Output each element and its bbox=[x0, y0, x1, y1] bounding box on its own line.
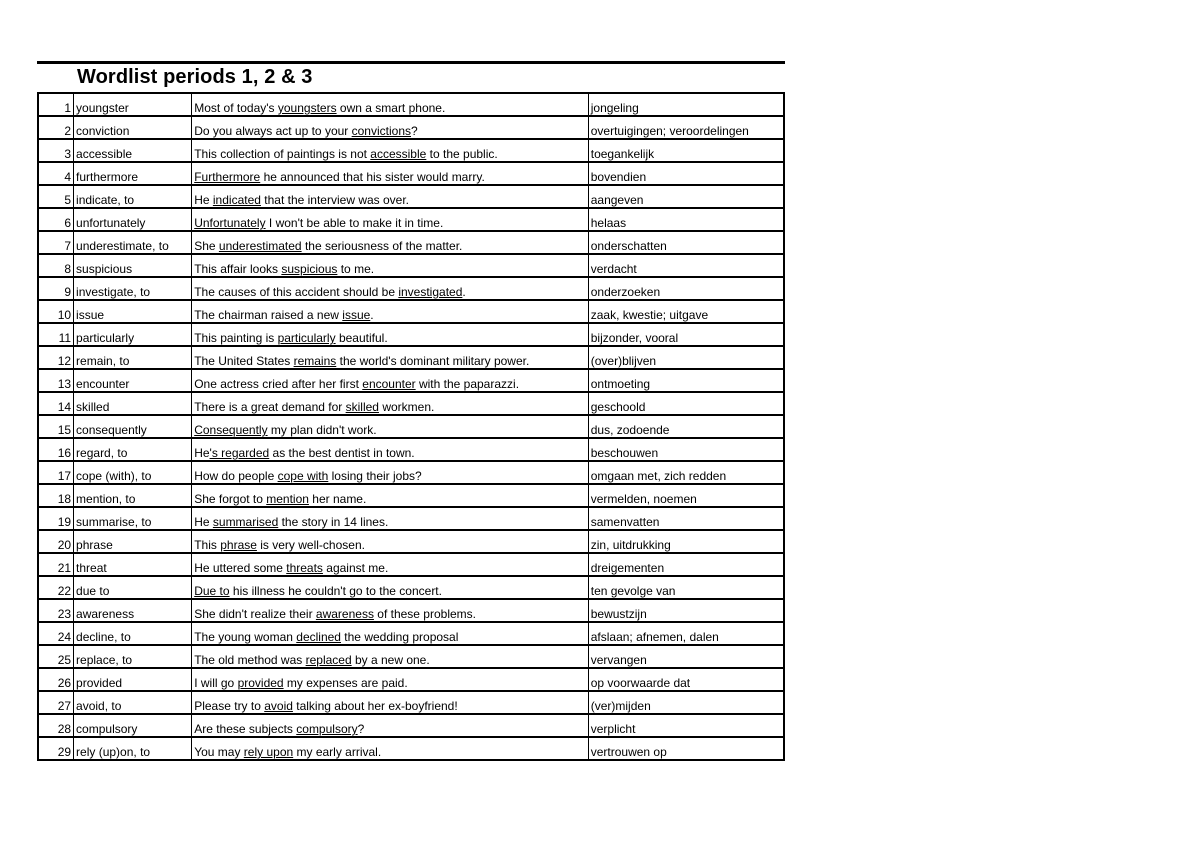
translation-cell: vervangen bbox=[588, 645, 784, 668]
translation-cell: bijzonder, vooral bbox=[588, 323, 784, 346]
word-cell: due to bbox=[74, 576, 192, 599]
sentence-text: Do you always act up to your bbox=[194, 124, 352, 138]
example-sentence bbox=[192, 162, 589, 185]
row-number: 17 bbox=[38, 461, 74, 484]
underlined-word: Due to bbox=[194, 584, 230, 598]
table-row bbox=[38, 116, 784, 139]
wordlist-rows bbox=[38, 93, 784, 760]
row-number: 6 bbox=[38, 208, 74, 231]
table-row bbox=[38, 300, 784, 323]
sentence-text: The old method was bbox=[194, 653, 306, 667]
translation-cell: verplicht bbox=[588, 714, 784, 737]
row-number: 1 bbox=[38, 93, 74, 116]
table-row bbox=[38, 185, 784, 208]
table-row bbox=[38, 392, 784, 415]
table-row bbox=[38, 254, 784, 277]
translation-cell: helaas bbox=[588, 208, 784, 231]
table-row bbox=[38, 530, 784, 553]
underlined-word: indicated bbox=[212, 193, 261, 207]
example-sentence bbox=[192, 208, 589, 231]
word-cell: threat bbox=[74, 553, 192, 576]
sentence-text: She forgot to bbox=[194, 492, 267, 506]
row-number: 9 bbox=[38, 277, 74, 300]
sentence-text: as the best dentist in town. bbox=[269, 446, 415, 460]
translation-cell: samenvatten bbox=[588, 507, 784, 530]
sentence-text: This collection of paintings is not bbox=[194, 147, 371, 161]
word-cell: accessible bbox=[74, 139, 192, 162]
sentence-text: the seriousness of the matter. bbox=[301, 239, 463, 253]
translation-cell: beschouwen bbox=[588, 438, 784, 461]
translation-cell: verdacht bbox=[588, 254, 784, 277]
example-sentence bbox=[192, 139, 589, 162]
sentence-text: The causes of this accident should be bbox=[194, 285, 399, 299]
underlined-word: cope with bbox=[277, 469, 329, 483]
row-number: 13 bbox=[38, 369, 74, 392]
example-sentence bbox=[192, 277, 589, 300]
underlined-word: provided bbox=[237, 676, 284, 690]
word-cell: provided bbox=[74, 668, 192, 691]
translation-cell: afslaan; afnemen, dalen bbox=[588, 622, 784, 645]
underlined-word: declined bbox=[296, 630, 341, 644]
table-row bbox=[38, 622, 784, 645]
table-row bbox=[38, 484, 784, 507]
underlined-word: Consequently bbox=[194, 423, 268, 437]
underlined-word: encounter bbox=[362, 377, 416, 391]
underlined-word: threats bbox=[286, 561, 323, 575]
example-sentence bbox=[192, 530, 589, 553]
sentence-text: by a new one. bbox=[351, 653, 430, 667]
wordlist-sheet bbox=[37, 61, 785, 761]
translation-cell: onderschatten bbox=[588, 231, 784, 254]
translation-cell: dus, zodoende bbox=[588, 415, 784, 438]
word-cell: regard, to bbox=[74, 438, 192, 461]
row-number: 10 bbox=[38, 300, 74, 323]
table-row bbox=[38, 714, 784, 737]
underlined-word: 's regarded bbox=[209, 446, 270, 460]
word-cell: consequently bbox=[74, 415, 192, 438]
translation-cell: aangeven bbox=[588, 185, 784, 208]
underlined-word: mention bbox=[266, 492, 309, 506]
underlined-word: convictions bbox=[351, 124, 411, 138]
sentence-text: This bbox=[194, 538, 221, 552]
sentence-text: of these problems. bbox=[373, 607, 476, 621]
underlined-word: phrase bbox=[220, 538, 257, 552]
translation-cell: geschoold bbox=[588, 392, 784, 415]
sentence-text: Are these subjects bbox=[194, 722, 297, 736]
underlined-word: skilled bbox=[345, 400, 379, 414]
underlined-word: Unfortunately bbox=[194, 216, 266, 230]
row-number: 27 bbox=[38, 691, 74, 714]
row-number: 5 bbox=[38, 185, 74, 208]
underlined-word: issue bbox=[342, 308, 371, 322]
sentence-text: . bbox=[462, 285, 466, 299]
example-sentence bbox=[192, 346, 589, 369]
word-cell: mention, to bbox=[74, 484, 192, 507]
sentence-text: How do people bbox=[194, 469, 278, 483]
row-number: 28 bbox=[38, 714, 74, 737]
row-number: 25 bbox=[38, 645, 74, 668]
sentence-text: is very well-chosen. bbox=[256, 538, 365, 552]
sentence-text: to me. bbox=[337, 262, 375, 276]
underlined-word: youngsters bbox=[277, 101, 337, 115]
word-cell: summarise, to bbox=[74, 507, 192, 530]
sentence-text: workmen. bbox=[378, 400, 435, 414]
example-sentence bbox=[192, 392, 589, 415]
sentence-text: ? bbox=[357, 722, 365, 736]
table-row bbox=[38, 507, 784, 530]
translation-cell: (over)blijven bbox=[588, 346, 784, 369]
table-row bbox=[38, 208, 784, 231]
sentence-text: One actress cried after her first bbox=[194, 377, 363, 391]
word-cell: compulsory bbox=[74, 714, 192, 737]
example-sentence bbox=[192, 185, 589, 208]
table-row bbox=[38, 461, 784, 484]
sentence-text: against me. bbox=[322, 561, 389, 575]
word-cell: particularly bbox=[74, 323, 192, 346]
row-number: 19 bbox=[38, 507, 74, 530]
sentence-text: She didn't realize their bbox=[194, 607, 316, 621]
page-title: Wordlist periods 1, 2 & 3 bbox=[77, 66, 313, 88]
sentence-text: You may bbox=[194, 745, 244, 759]
sentence-text: He bbox=[194, 515, 213, 529]
row-number: 23 bbox=[38, 599, 74, 622]
example-sentence bbox=[192, 254, 589, 277]
word-cell: replace, to bbox=[74, 645, 192, 668]
word-cell: suspicious bbox=[74, 254, 192, 277]
table-row bbox=[38, 691, 784, 714]
sentence-text: ? bbox=[411, 124, 418, 138]
word-cell: avoid, to bbox=[74, 691, 192, 714]
word-cell: phrase bbox=[74, 530, 192, 553]
example-sentence bbox=[192, 622, 589, 645]
translation-cell: overtuigingen; veroordelingen bbox=[588, 116, 784, 139]
row-number: 7 bbox=[38, 231, 74, 254]
word-cell: indicate, to bbox=[74, 185, 192, 208]
translation-cell: zaak, kwestie; uitgave bbox=[588, 300, 784, 323]
table-row bbox=[38, 277, 784, 300]
word-cell: awareness bbox=[74, 599, 192, 622]
word-cell: furthermore bbox=[74, 162, 192, 185]
sentence-text: There is a great demand for bbox=[194, 400, 346, 414]
row-number: 20 bbox=[38, 530, 74, 553]
row-number: 8 bbox=[38, 254, 74, 277]
table-row bbox=[38, 668, 784, 691]
example-sentence bbox=[192, 484, 589, 507]
example-sentence bbox=[192, 645, 589, 668]
table-row bbox=[38, 599, 784, 622]
table-row bbox=[38, 576, 784, 599]
word-cell: issue bbox=[74, 300, 192, 323]
example-sentence bbox=[192, 231, 589, 254]
underlined-word: summarised bbox=[212, 515, 279, 529]
row-number: 18 bbox=[38, 484, 74, 507]
sentence-text: my expenses are paid. bbox=[283, 676, 408, 690]
word-cell: skilled bbox=[74, 392, 192, 415]
table-row bbox=[38, 346, 784, 369]
sentence-text: to the public. bbox=[426, 147, 498, 161]
sentence-text: with the paparazzi. bbox=[415, 377, 520, 391]
word-cell: remain, to bbox=[74, 346, 192, 369]
row-number: 21 bbox=[38, 553, 74, 576]
word-cell: unfortunately bbox=[74, 208, 192, 231]
underlined-word: Furthermore bbox=[194, 170, 261, 184]
translation-cell: bovendien bbox=[588, 162, 784, 185]
translation-cell: omgaan met, zich redden bbox=[588, 461, 784, 484]
example-sentence bbox=[192, 714, 589, 737]
row-number: 22 bbox=[38, 576, 74, 599]
example-sentence bbox=[192, 323, 589, 346]
word-cell: encounter bbox=[74, 369, 192, 392]
word-cell: decline, to bbox=[74, 622, 192, 645]
underlined-word: avoid bbox=[264, 699, 293, 713]
translation-cell: bewustzijn bbox=[588, 599, 784, 622]
sentence-text: the wedding proposal bbox=[340, 630, 459, 644]
sentence-text: own a smart phone. bbox=[336, 101, 446, 115]
sentence-text: . bbox=[370, 308, 374, 322]
table-row bbox=[38, 553, 784, 576]
sentence-text: her name. bbox=[308, 492, 367, 506]
translation-cell: (ver)mijden bbox=[588, 691, 784, 714]
sentence-text: Please try to bbox=[194, 699, 265, 713]
table-row bbox=[38, 415, 784, 438]
sentence-text: the story in 14 lines. bbox=[278, 515, 389, 529]
row-number: 3 bbox=[38, 139, 74, 162]
underlined-word: particularly bbox=[277, 331, 336, 345]
word-cell: investigate, to bbox=[74, 277, 192, 300]
underlined-word: replaced bbox=[305, 653, 352, 667]
underlined-word: investigated bbox=[398, 285, 463, 299]
example-sentence bbox=[192, 116, 589, 139]
row-number: 12 bbox=[38, 346, 74, 369]
sentence-text: I won't be able to make it in time. bbox=[265, 216, 444, 230]
table-row bbox=[38, 231, 784, 254]
sentence-text: that the interview was over. bbox=[260, 193, 410, 207]
word-cell: underestimate, to bbox=[74, 231, 192, 254]
wordlist-table bbox=[37, 92, 785, 761]
underlined-word: remains bbox=[293, 354, 337, 368]
example-sentence bbox=[192, 691, 589, 714]
sentence-text: my early arrival. bbox=[293, 745, 382, 759]
translation-cell: toegankelijk bbox=[588, 139, 784, 162]
example-sentence bbox=[192, 461, 589, 484]
example-sentence bbox=[192, 507, 589, 530]
sentence-text: The United States bbox=[194, 354, 294, 368]
word-cell: conviction bbox=[74, 116, 192, 139]
translation-cell: vermelden, noemen bbox=[588, 484, 784, 507]
example-sentence bbox=[192, 553, 589, 576]
underlined-word: awareness bbox=[315, 607, 374, 621]
sentence-text: his illness he couldn't go to the concert. bbox=[229, 584, 442, 598]
table-row bbox=[38, 438, 784, 461]
example-sentence bbox=[192, 93, 589, 116]
title-row bbox=[37, 61, 785, 92]
row-number: 29 bbox=[38, 737, 74, 760]
row-number: 15 bbox=[38, 415, 74, 438]
sentence-text: he announced that his sister would marry. bbox=[260, 170, 485, 184]
underlined-word: underestimated bbox=[218, 239, 302, 253]
underlined-word: accessible bbox=[370, 147, 427, 161]
sentence-text: The young woman bbox=[194, 630, 297, 644]
row-number: 16 bbox=[38, 438, 74, 461]
row-number: 26 bbox=[38, 668, 74, 691]
sentence-text: the world's dominant military power. bbox=[336, 354, 530, 368]
word-cell: youngster bbox=[74, 93, 192, 116]
example-sentence bbox=[192, 369, 589, 392]
row-number: 4 bbox=[38, 162, 74, 185]
example-sentence bbox=[192, 438, 589, 461]
translation-cell: zin, uitdrukking bbox=[588, 530, 784, 553]
table-row bbox=[38, 369, 784, 392]
sentence-text: He bbox=[194, 446, 210, 460]
example-sentence bbox=[192, 668, 589, 691]
word-cell: cope (with), to bbox=[74, 461, 192, 484]
row-number: 24 bbox=[38, 622, 74, 645]
example-sentence bbox=[192, 737, 589, 760]
table-row bbox=[38, 645, 784, 668]
word-cell: rely (up)on, to bbox=[74, 737, 192, 760]
row-number: 11 bbox=[38, 323, 74, 346]
underlined-word: compulsory bbox=[296, 722, 358, 736]
translation-cell: ten gevolge van bbox=[588, 576, 784, 599]
sentence-text: This affair looks bbox=[194, 262, 282, 276]
sentence-text: He uttered some bbox=[194, 561, 287, 575]
underlined-word: rely upon bbox=[243, 745, 294, 759]
example-sentence bbox=[192, 415, 589, 438]
table-row bbox=[38, 162, 784, 185]
sentence-text: beautiful. bbox=[335, 331, 388, 345]
table-row bbox=[38, 93, 784, 116]
table-row bbox=[38, 139, 784, 162]
sentence-text: She bbox=[194, 239, 219, 253]
row-number: 14 bbox=[38, 392, 74, 415]
translation-cell: dreigementen bbox=[588, 553, 784, 576]
example-sentence bbox=[192, 300, 589, 323]
sentence-text: He bbox=[194, 193, 213, 207]
sentence-text: The chairman raised a new bbox=[194, 308, 343, 322]
sentence-text: Most of today's bbox=[194, 101, 278, 115]
sentence-text: losing their jobs? bbox=[328, 469, 422, 483]
example-sentence bbox=[192, 599, 589, 622]
translation-cell: jongeling bbox=[588, 93, 784, 116]
translation-cell: vertrouwen op bbox=[588, 737, 784, 760]
row-number: 2 bbox=[38, 116, 74, 139]
translation-cell: ontmoeting bbox=[588, 369, 784, 392]
sentence-text: I will go bbox=[194, 676, 238, 690]
translation-cell: onderzoeken bbox=[588, 277, 784, 300]
table-row bbox=[38, 323, 784, 346]
sentence-text: talking about her ex-boyfriend! bbox=[292, 699, 458, 713]
translation-cell: op voorwaarde dat bbox=[588, 668, 784, 691]
table-row bbox=[38, 737, 784, 760]
sentence-text: This painting is bbox=[194, 331, 278, 345]
example-sentence bbox=[192, 576, 589, 599]
sentence-text: my plan didn't work. bbox=[267, 423, 377, 437]
underlined-word: suspicious bbox=[281, 262, 338, 276]
